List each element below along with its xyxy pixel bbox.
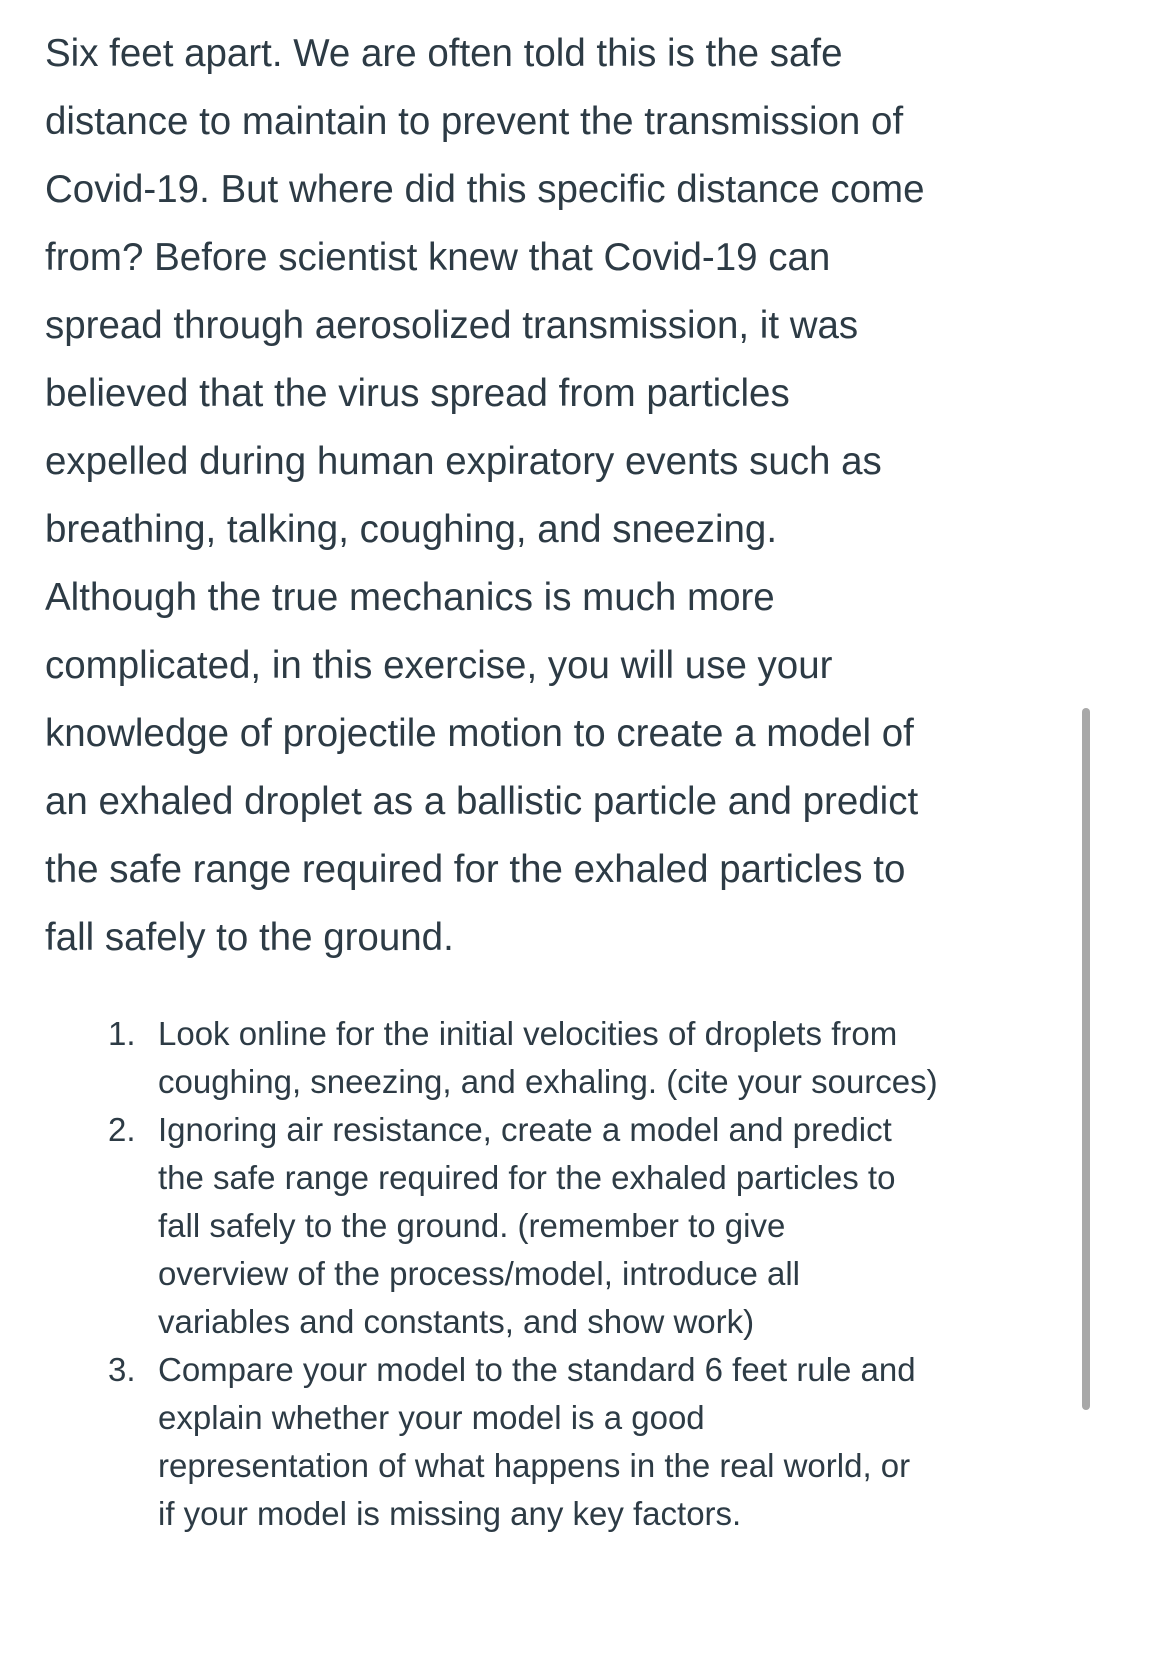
list-item-line: if your model is missing any key factors. [158, 1495, 742, 1532]
list-item-line: coughing, sneezing, and exhaling. (cite your sources) [158, 1063, 938, 1100]
list-item-number: 3. [108, 1351, 136, 1388]
paragraph-line: Although the true mechanics is much more [45, 576, 775, 619]
list-item [108, 1010, 938, 1106]
paragraph-line: knowledge of projectile motion to create a model of [45, 712, 914, 755]
list-item-line: Compare your model to the standard 6 feet rule and [158, 1351, 916, 1388]
list-item-line: Ignoring air resistance, create a model and predict [158, 1111, 892, 1148]
paragraph-line: Six feet apart. We are often told this is the safe [45, 32, 843, 75]
list-item-line: representation of what happens in the real world, or [158, 1447, 911, 1484]
paragraph-line: complicated, in this exercise, you will use your [45, 644, 833, 687]
list-item-line: variables and constants, and show work) [158, 1303, 755, 1340]
list-item [108, 1346, 938, 1538]
paragraph-line: an exhaled droplet as a ballistic particle and predict [45, 780, 919, 823]
intro-paragraph [45, 20, 925, 972]
vertical-scrollbar[interactable] [1082, 708, 1090, 1410]
paragraph-line: breathing, talking, coughing, and sneezing. [45, 508, 778, 551]
paragraph-line: the safe range required for the exhaled particles to [45, 848, 906, 891]
paragraph-line: distance to maintain to prevent the transmission of [45, 100, 904, 143]
list-item-number: 1. [108, 1015, 136, 1052]
list-item-line: explain whether your model is a good [158, 1399, 705, 1436]
list-item-line: Look online for the initial velocities of droplets from [158, 1015, 898, 1052]
list-item-number: 2. [108, 1111, 136, 1148]
paragraph-line: fall safely to the ground. [45, 916, 454, 959]
list-item-line: fall safely to the ground. (remember to give [158, 1207, 786, 1244]
paragraph-line: from? Before scientist knew that Covid-19 can [45, 236, 831, 279]
instructions-list [108, 1010, 938, 1538]
paragraph-line: believed that the virus spread from particles [45, 372, 790, 415]
paragraph-line: expelled during human expiratory events such as [45, 440, 882, 483]
paragraph-line: spread through aerosolized transmission, it was [45, 304, 859, 347]
list-item-line: overview of the process/model, introduce all [158, 1255, 800, 1292]
list-item-line: the safe range required for the exhaled particles to [158, 1159, 896, 1196]
list-item [108, 1106, 938, 1346]
paragraph-line: Covid-19. But where did this specific distance come [45, 168, 925, 211]
